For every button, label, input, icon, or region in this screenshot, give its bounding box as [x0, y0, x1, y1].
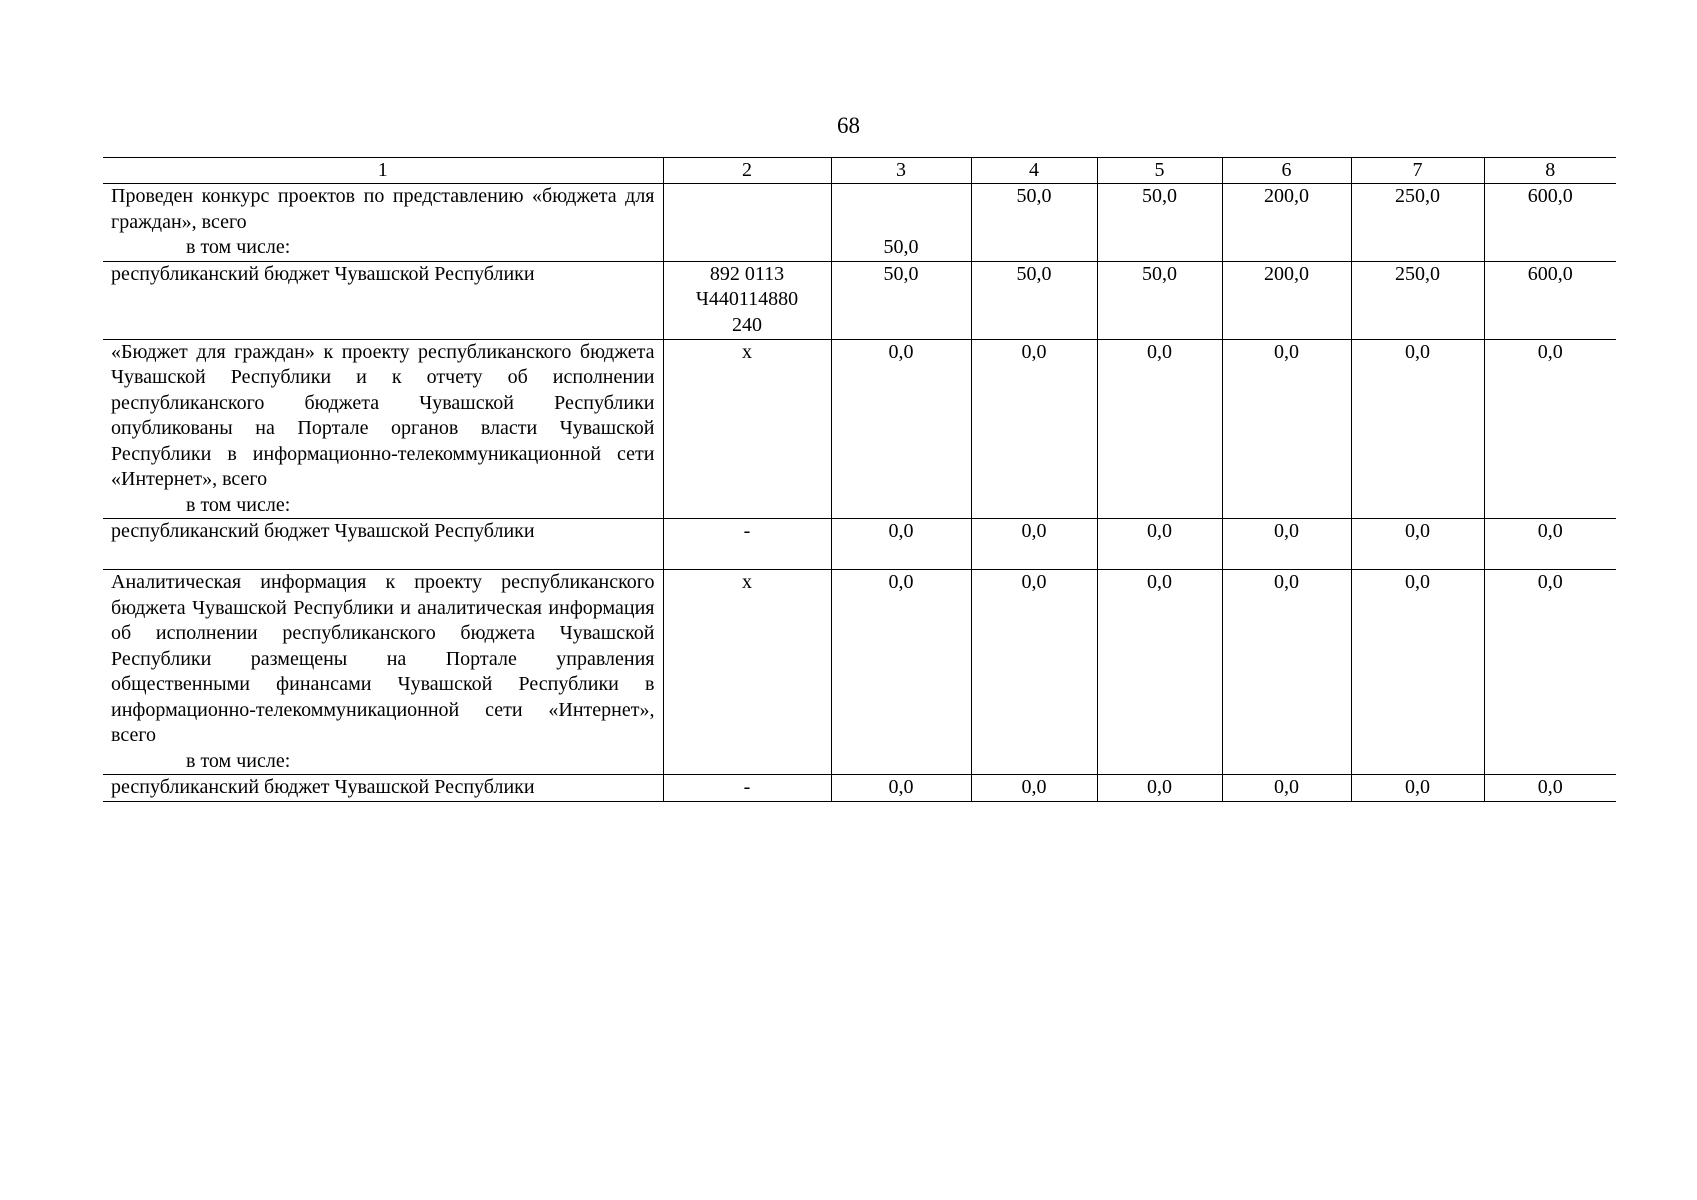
value-cell: 50,0	[971, 261, 1097, 339]
value-cell: 0,0	[831, 775, 971, 802]
column-header: 2	[663, 158, 831, 184]
value-cell: 0,0	[1484, 570, 1616, 775]
row-sub-label: в том числе:	[186, 749, 291, 772]
budget-code: 892 0113 Ч440114880 240	[695, 262, 799, 336]
column-header: 5	[1097, 158, 1222, 184]
budget-code-cell	[663, 261, 831, 339]
value-cell: 50,0	[1097, 184, 1222, 262]
value-cell: 0,0	[1351, 519, 1484, 570]
table-row	[103, 184, 1616, 262]
budget-code-cell: -	[663, 775, 831, 802]
value-cell: 0,0	[1484, 339, 1616, 519]
budget-code-cell: х	[663, 339, 831, 519]
page-number: 68	[837, 113, 860, 138]
value-cell: 0,0	[1222, 775, 1351, 802]
budget-code-cell	[663, 184, 831, 262]
row-description-cell	[103, 570, 663, 775]
column-header: 7	[1351, 158, 1484, 184]
row-description: Проведен конкурс проектов по представлению «бюджета для граждан», всего	[111, 185, 655, 233]
value-cell: 0,0	[1484, 519, 1616, 570]
row-description-cell	[103, 261, 663, 339]
value-cell: 600,0	[1484, 261, 1616, 339]
value-cell: 0,0	[1097, 775, 1222, 802]
value-cell: 0,0	[1222, 519, 1351, 570]
value-cell: 250,0	[1351, 261, 1484, 339]
table-row	[103, 570, 1616, 775]
value-cell: 250,0	[1351, 184, 1484, 262]
table-row	[103, 261, 1616, 339]
row-description-cell	[103, 775, 663, 802]
value-cell: 0,0	[1351, 339, 1484, 519]
row-description: республиканский бюджет Чувашской Республики	[111, 776, 535, 798]
value-cell	[831, 184, 971, 262]
value-cell: 0,0	[1222, 339, 1351, 519]
column-header: 8	[1484, 158, 1616, 184]
column-header: 6	[1222, 158, 1351, 184]
value-cell: 0,0	[1097, 519, 1222, 570]
value-cell: 0,0	[971, 339, 1097, 519]
value-cell: 0,0	[1351, 775, 1484, 802]
value-cell: 0,0	[831, 339, 971, 519]
table-header-row	[103, 158, 1616, 184]
column-header: 3	[831, 158, 971, 184]
value-cell: 0,0	[1351, 570, 1484, 775]
value-cell: 0,0	[831, 519, 971, 570]
value-cell: 50,0	[1097, 261, 1222, 339]
value-cell: 0,0	[1484, 775, 1616, 802]
value-cell: 0,0	[1097, 570, 1222, 775]
value-cell: 50,0	[971, 184, 1097, 262]
row-description: республиканский бюджет Чувашской Республики	[111, 520, 535, 542]
row-sub-label: в том числе:	[186, 493, 291, 516]
value-cell: 0,0	[971, 519, 1097, 570]
row-description-cell	[103, 339, 663, 519]
value-cell: 200,0	[1222, 184, 1351, 262]
value-cell: 200,0	[1222, 261, 1351, 339]
row-description: «Бюджет для граждан» к проекту республиканского бюджета Чувашской Республики и к отчету об исполнении республиканского бюджета Чувашской Республики опубликованы на Портале органов власти Чувашской Республики в информационно-телекоммуникационной сети «Интернет», всего	[111, 340, 655, 490]
value-text: 50,0	[883, 236, 919, 258]
row-description: республиканский бюджет Чувашской Республики	[111, 262, 535, 285]
column-header: 1	[103, 158, 663, 184]
column-header: 4	[971, 158, 1097, 184]
table-row	[103, 519, 1616, 570]
value-cell: 0,0	[1222, 570, 1351, 775]
budget-code-cell: -	[663, 519, 831, 570]
row-description: Аналитическая информация к проекту республиканского бюджета Чувашской Республики и аналитическая информация об исполнении республиканского бюджета Чувашской Республики размещены на Портале управления общественными финансами Чувашской Республики в информационно-телекоммуникационной сети «Интернет», всего	[111, 571, 655, 746]
table-row	[103, 775, 1616, 802]
row-description-cell	[103, 519, 663, 570]
table-row	[103, 339, 1616, 519]
value-cell: 0,0	[971, 775, 1097, 802]
row-description-cell	[103, 184, 663, 262]
value-cell: 0,0	[831, 570, 971, 775]
budget-table	[103, 157, 1616, 802]
value-cell: 600,0	[1484, 184, 1616, 262]
value-cell: 50,0	[831, 261, 971, 339]
row-sub-label: в том числе:	[186, 236, 291, 258]
budget-code-cell: х	[663, 570, 831, 775]
value-cell: 0,0	[1097, 339, 1222, 519]
value-cell: 0,0	[971, 570, 1097, 775]
